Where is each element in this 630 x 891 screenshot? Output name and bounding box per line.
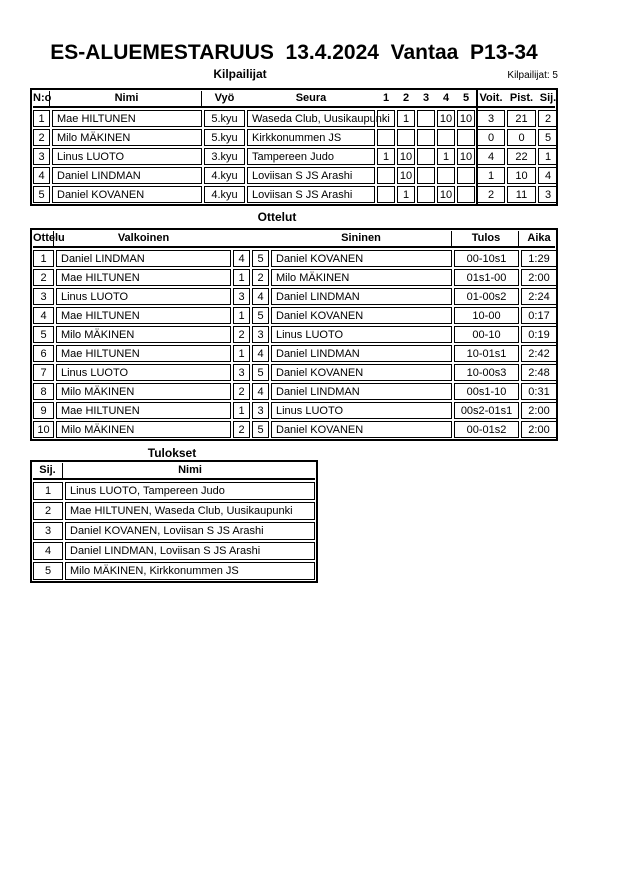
final-name-club: Mae HILTUNEN, Waseda Club, Uusikaupunki bbox=[65, 502, 315, 520]
competitor-name: Milo MÄKINEN bbox=[52, 129, 202, 146]
blue-player-name: Daniel LINDMAN bbox=[271, 345, 452, 362]
competitor-points: 0 bbox=[507, 129, 536, 146]
white-player-number: 1 bbox=[233, 269, 250, 286]
competitor-name: Linus LUOTO bbox=[52, 148, 202, 165]
score-vs-3 bbox=[417, 148, 435, 165]
competitor-club: Kirkkonummen JS bbox=[247, 129, 375, 146]
match-result: 01-00s2 bbox=[454, 288, 519, 305]
match-number: 5 bbox=[33, 326, 54, 343]
blue-player-number: 2 bbox=[252, 269, 269, 286]
score-vs-3 bbox=[417, 110, 435, 127]
match-result: 00-10 bbox=[454, 326, 519, 343]
score-vs-5 bbox=[457, 129, 475, 146]
results-table bbox=[30, 460, 318, 583]
score-vs-4 bbox=[437, 167, 455, 184]
page-title: ES-ALUEMESTARUUS 13.4.2024 Vantaa P13-34 bbox=[50, 41, 538, 64]
competitor-belt: 4.kyu bbox=[204, 186, 245, 203]
matches-table-body bbox=[33, 250, 555, 438]
col-header-match: Ottelu bbox=[33, 232, 65, 244]
final-name-club: Daniel LINDMAN, Loviisan S JS Arashi bbox=[65, 542, 315, 560]
blue-player-name: Linus LUOTO bbox=[271, 402, 452, 419]
results-section-title: Tulokset bbox=[147, 446, 197, 460]
white-player-number: 2 bbox=[233, 383, 250, 400]
match-result: 00-10s1 bbox=[454, 250, 519, 267]
competitor-wins: 1 bbox=[477, 167, 505, 184]
blue-player-name: Daniel KOVANEN bbox=[271, 250, 452, 267]
match-row bbox=[33, 307, 555, 324]
blue-player-name: Milo MÄKINEN bbox=[271, 269, 452, 286]
score-vs-5 bbox=[457, 186, 475, 203]
match-number: 10 bbox=[33, 421, 54, 438]
match-result: 10-00 bbox=[454, 307, 519, 324]
result-row bbox=[33, 542, 315, 560]
competitor-belt: 5.kyu bbox=[204, 129, 245, 146]
score-vs-4: 10 bbox=[437, 186, 455, 203]
col-header-time: Aika bbox=[527, 232, 551, 244]
col-header-white: Valkoinen bbox=[117, 232, 170, 244]
competitor-points: 10 bbox=[507, 167, 536, 184]
blue-player-number: 3 bbox=[252, 402, 269, 419]
final-place: 1 bbox=[33, 482, 63, 500]
match-result: 10-00s3 bbox=[454, 364, 519, 381]
competitor-wins: 3 bbox=[477, 110, 505, 127]
result-row bbox=[33, 482, 315, 500]
summary-divider-line bbox=[476, 90, 478, 204]
blue-player-number: 5 bbox=[252, 307, 269, 324]
white-player-number: 1 bbox=[233, 307, 250, 324]
white-player-name: Milo MÄKINEN bbox=[56, 383, 231, 400]
match-row bbox=[33, 269, 555, 286]
match-time: 0:17 bbox=[521, 307, 557, 324]
blue-player-name: Daniel LINDMAN bbox=[271, 383, 452, 400]
col-header-opp5: 5 bbox=[462, 92, 470, 104]
competitor-place: 4 bbox=[538, 167, 558, 184]
match-time: 0:19 bbox=[521, 326, 557, 343]
competitor-wins: 0 bbox=[477, 129, 505, 146]
competitor-number: 1 bbox=[33, 110, 50, 127]
match-number: 6 bbox=[33, 345, 54, 362]
blue-player-name: Daniel KOVANEN bbox=[271, 307, 452, 324]
competitor-place: 2 bbox=[538, 110, 558, 127]
competitor-club: Waseda Club, Uusikaupunki bbox=[247, 110, 375, 127]
match-time: 2:48 bbox=[521, 364, 557, 381]
blue-player-name: Daniel KOVANEN bbox=[271, 421, 452, 438]
score-vs-1 bbox=[377, 186, 395, 203]
score-vs-2 bbox=[397, 129, 415, 146]
blue-player-number: 4 bbox=[252, 345, 269, 362]
match-row bbox=[33, 345, 555, 362]
final-place: 2 bbox=[33, 502, 63, 520]
score-vs-1 bbox=[377, 129, 395, 146]
match-time: 2:00 bbox=[521, 269, 557, 286]
blue-player-number: 4 bbox=[252, 383, 269, 400]
blue-player-name: Daniel KOVANEN bbox=[271, 364, 452, 381]
matches-table-header bbox=[33, 231, 555, 248]
blue-player-number: 5 bbox=[252, 250, 269, 267]
competitor-place: 5 bbox=[538, 129, 558, 146]
col-header-final-name: Nimi bbox=[178, 464, 202, 476]
blue-player-number: 5 bbox=[252, 364, 269, 381]
blue-player-number: 4 bbox=[252, 288, 269, 305]
competitor-points: 11 bbox=[507, 186, 536, 203]
match-result: 01s1-00 bbox=[454, 269, 519, 286]
col-header-opp1: 1 bbox=[382, 92, 390, 104]
score-vs-4: 1 bbox=[437, 148, 455, 165]
white-player-number: 2 bbox=[233, 421, 250, 438]
match-row bbox=[33, 326, 555, 343]
col-header-belt: Vyö bbox=[214, 92, 235, 104]
match-number: 1 bbox=[33, 250, 54, 267]
score-vs-1 bbox=[377, 167, 395, 184]
col-header-opp3: 3 bbox=[422, 92, 430, 104]
result-row bbox=[33, 522, 315, 540]
match-row bbox=[33, 250, 555, 267]
match-time: 2:24 bbox=[521, 288, 557, 305]
competitor-place: 3 bbox=[538, 186, 558, 203]
match-row bbox=[33, 288, 555, 305]
match-row bbox=[33, 402, 555, 419]
competitor-belt: 3.kyu bbox=[204, 148, 245, 165]
competitors-table bbox=[30, 88, 558, 206]
white-player-number: 1 bbox=[233, 345, 250, 362]
competitor-number: 5 bbox=[33, 186, 50, 203]
col-header-white-no bbox=[233, 231, 250, 246]
competitor-club: Loviisan S JS Arashi bbox=[247, 186, 375, 203]
match-result: 00-01s2 bbox=[454, 421, 519, 438]
competitor-count-label: Kilpailijat: 5 bbox=[507, 70, 558, 81]
results-table-body bbox=[33, 482, 315, 580]
final-name-club: Daniel KOVANEN, Loviisan S JS Arashi bbox=[65, 522, 315, 540]
white-player-name: Milo MÄKINEN bbox=[56, 421, 231, 438]
score-vs-3 bbox=[417, 129, 435, 146]
col-header-blue: Sininen bbox=[271, 231, 452, 246]
col-header-opp4: 4 bbox=[442, 92, 450, 104]
competitors-section-title: Kilpailijat bbox=[213, 67, 267, 81]
competitor-club: Tampereen Judo bbox=[247, 148, 375, 165]
col-header-points: Pist. bbox=[509, 92, 534, 104]
match-result: 00s2-01s1 bbox=[454, 402, 519, 419]
white-player-number: 3 bbox=[233, 288, 250, 305]
blue-player-name: Daniel LINDMAN bbox=[271, 288, 452, 305]
white-player-name: Milo MÄKINEN bbox=[56, 326, 231, 343]
score-vs-5 bbox=[457, 167, 475, 184]
white-player-name: Mae HILTUNEN bbox=[56, 402, 231, 419]
score-vs-5: 10 bbox=[457, 110, 475, 127]
score-vs-1: 1 bbox=[377, 148, 395, 165]
competitor-wins: 4 bbox=[477, 148, 505, 165]
col-header-no: N:o bbox=[33, 92, 52, 104]
competitor-name: Daniel KOVANEN bbox=[52, 186, 202, 203]
match-number: 3 bbox=[33, 288, 54, 305]
competitor-name: Mae HILTUNEN bbox=[52, 110, 202, 127]
match-number: 9 bbox=[33, 402, 54, 419]
final-place: 5 bbox=[33, 562, 63, 580]
white-player-name: Linus LUOTO bbox=[56, 364, 231, 381]
score-vs-4: 10 bbox=[437, 110, 455, 127]
white-player-number: 4 bbox=[233, 250, 250, 267]
competitor-number: 2 bbox=[33, 129, 50, 146]
score-vs-2: 1 bbox=[397, 186, 415, 203]
final-place: 3 bbox=[33, 522, 63, 540]
white-player-name: Mae HILTUNEN bbox=[56, 345, 231, 362]
col-header-club: Seura bbox=[295, 92, 327, 104]
competitor-wins: 2 bbox=[477, 186, 505, 203]
result-row bbox=[33, 562, 315, 580]
match-row bbox=[33, 421, 555, 438]
match-number: 2 bbox=[33, 269, 54, 286]
final-name-club: Linus LUOTO, Tampereen Judo bbox=[65, 482, 315, 500]
competitor-points: 21 bbox=[507, 110, 536, 127]
match-time: 0:31 bbox=[521, 383, 557, 400]
match-time: 2:42 bbox=[521, 345, 557, 362]
match-time: 2:00 bbox=[521, 421, 557, 438]
score-vs-2: 1 bbox=[397, 110, 415, 127]
match-result: 00s1-10 bbox=[454, 383, 519, 400]
result-row bbox=[33, 502, 315, 520]
competitor-club: Loviisan S JS Arashi bbox=[247, 167, 375, 184]
blue-player-number: 3 bbox=[252, 326, 269, 343]
matches-section-title: Ottelut bbox=[257, 210, 297, 224]
col-header-place: Sij. bbox=[539, 92, 557, 104]
col-header-wins: Voit. bbox=[479, 92, 503, 104]
match-result: 10-01s1 bbox=[454, 345, 519, 362]
matches-table bbox=[30, 228, 558, 441]
final-place: 4 bbox=[33, 542, 63, 560]
col-header-opp2: 2 bbox=[402, 92, 410, 104]
col-header-blue-no bbox=[252, 231, 269, 246]
score-vs-2: 10 bbox=[397, 167, 415, 184]
white-player-name: Mae HILTUNEN bbox=[56, 307, 231, 324]
competitor-points: 22 bbox=[507, 148, 536, 165]
white-player-name: Mae HILTUNEN bbox=[56, 269, 231, 286]
blue-player-name: Linus LUOTO bbox=[271, 326, 452, 343]
match-number: 8 bbox=[33, 383, 54, 400]
white-player-name: Daniel LINDMAN bbox=[56, 250, 231, 267]
white-player-number: 2 bbox=[233, 326, 250, 343]
match-row bbox=[33, 364, 555, 381]
col-header-name: Nimi bbox=[52, 91, 202, 106]
white-player-number: 3 bbox=[233, 364, 250, 381]
match-time: 1:29 bbox=[521, 250, 557, 267]
competitor-number: 3 bbox=[33, 148, 50, 165]
score-vs-2: 10 bbox=[397, 148, 415, 165]
competitor-place: 1 bbox=[538, 148, 558, 165]
competitor-belt: 5.kyu bbox=[204, 110, 245, 127]
competitor-name: Daniel LINDMAN bbox=[52, 167, 202, 184]
white-player-number: 1 bbox=[233, 402, 250, 419]
match-number: 4 bbox=[33, 307, 54, 324]
blue-player-number: 5 bbox=[252, 421, 269, 438]
match-time: 2:00 bbox=[521, 402, 557, 419]
score-vs-4 bbox=[437, 129, 455, 146]
col-header-result: Tulos bbox=[454, 231, 519, 246]
col-header-final-place: Sij. bbox=[33, 463, 63, 478]
competitor-belt: 4.kyu bbox=[204, 167, 245, 184]
score-vs-3 bbox=[417, 186, 435, 203]
competitor-number: 4 bbox=[33, 167, 50, 184]
match-number: 7 bbox=[33, 364, 54, 381]
score-vs-3 bbox=[417, 167, 435, 184]
match-row bbox=[33, 383, 555, 400]
results-table-header bbox=[33, 463, 315, 480]
white-player-name: Linus LUOTO bbox=[56, 288, 231, 305]
score-vs-5: 10 bbox=[457, 148, 475, 165]
final-name-club: Milo MÄKINEN, Kirkkonummen JS bbox=[65, 562, 315, 580]
score-vs-1 bbox=[377, 110, 395, 127]
